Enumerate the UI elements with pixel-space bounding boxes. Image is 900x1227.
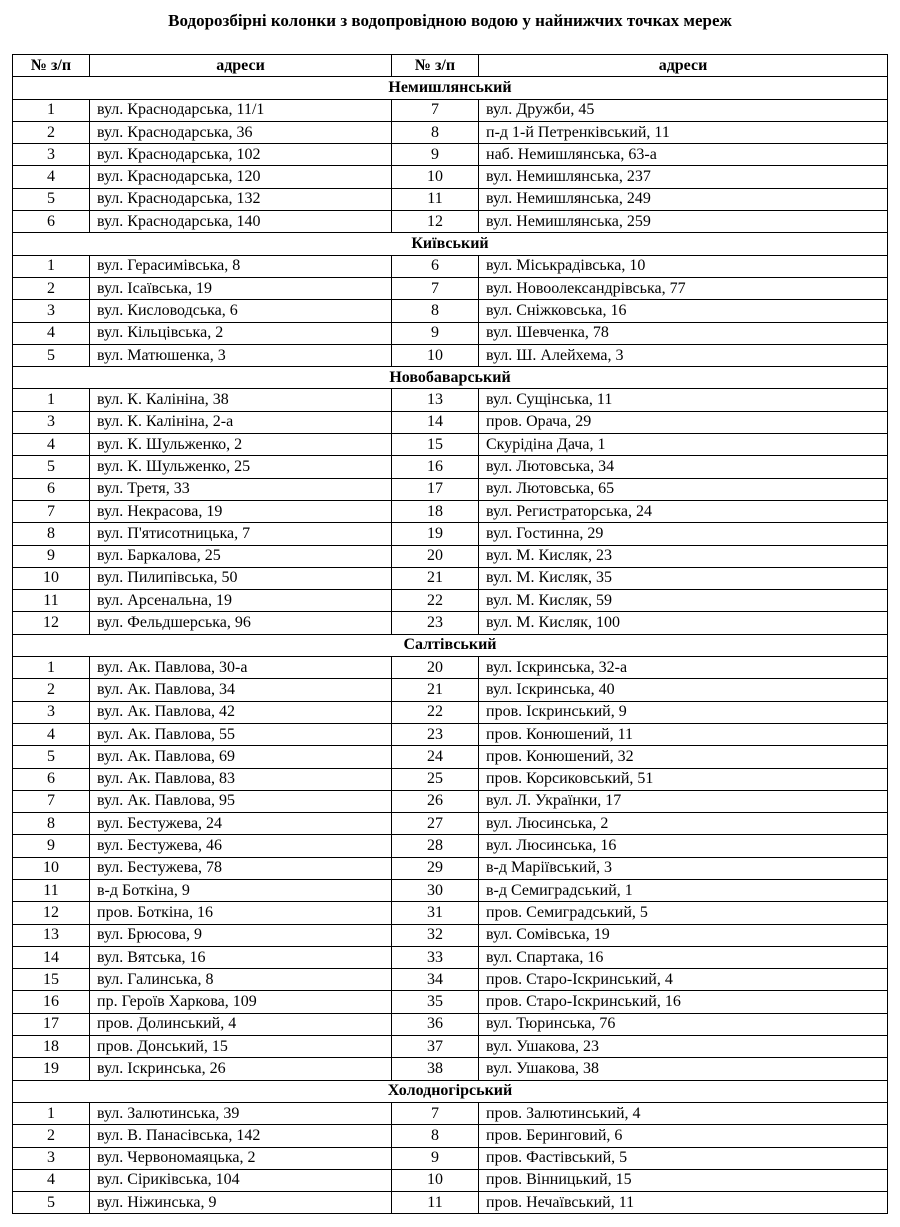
row-address-right: пров. Семиградський, 5 bbox=[479, 902, 888, 924]
row-address-left: вул. Залютинська, 39 bbox=[90, 1102, 392, 1124]
row-address-left: вул. Ак. Павлова, 42 bbox=[90, 701, 392, 723]
row-number-right: 20 bbox=[392, 657, 479, 679]
table-row bbox=[13, 723, 888, 745]
row-number-left: 4 bbox=[13, 322, 90, 344]
row-address-right: вул. Немишлянська, 259 bbox=[479, 211, 888, 233]
table-row bbox=[13, 1169, 888, 1191]
row-address-left: вул. К. Калініна, 2-а bbox=[90, 411, 392, 433]
row-number-left: 5 bbox=[13, 344, 90, 366]
row-number-right: 24 bbox=[392, 746, 479, 768]
row-address-left: вул. К. Калініна, 38 bbox=[90, 389, 392, 411]
row-number-left: 3 bbox=[13, 300, 90, 322]
row-address-left: пров. Донський, 15 bbox=[90, 1036, 392, 1058]
row-number-right: 15 bbox=[392, 434, 479, 456]
table-row bbox=[13, 991, 888, 1013]
row-number-right: 20 bbox=[392, 545, 479, 567]
table-row bbox=[13, 835, 888, 857]
row-number-left: 13 bbox=[13, 924, 90, 946]
row-address-right: пров. Фастівський, 5 bbox=[479, 1147, 888, 1169]
row-number-right: 17 bbox=[392, 478, 479, 500]
row-number-right: 8 bbox=[392, 1125, 479, 1147]
row-address-right: пров. Залютинський, 4 bbox=[479, 1102, 888, 1124]
row-number-left: 11 bbox=[13, 879, 90, 901]
table-row bbox=[13, 99, 888, 121]
row-number-right: 30 bbox=[392, 879, 479, 901]
row-address-right: пров. Вінницький, 15 bbox=[479, 1169, 888, 1191]
table-row bbox=[13, 1058, 888, 1080]
row-number-left: 16 bbox=[13, 991, 90, 1013]
row-number-right: 8 bbox=[392, 300, 479, 322]
row-number-right: 23 bbox=[392, 612, 479, 634]
row-address-left: вул. Брюсова, 9 bbox=[90, 924, 392, 946]
row-address-left: вул. Галинська, 8 bbox=[90, 969, 392, 991]
table-row bbox=[13, 946, 888, 968]
row-address-left: вул. Краснодарська, 132 bbox=[90, 188, 392, 210]
hydrants-table bbox=[12, 54, 888, 1214]
district-header-row bbox=[13, 367, 888, 389]
table-row bbox=[13, 188, 888, 210]
row-address-right: вул. Спартака, 16 bbox=[479, 946, 888, 968]
table-row bbox=[13, 545, 888, 567]
row-address-right: вул. Міськрадівська, 10 bbox=[479, 255, 888, 277]
row-number-left: 6 bbox=[13, 478, 90, 500]
row-address-right: вул. Новоолександрівська, 77 bbox=[479, 277, 888, 299]
row-number-right: 21 bbox=[392, 679, 479, 701]
row-number-right: 16 bbox=[392, 456, 479, 478]
table-row bbox=[13, 590, 888, 612]
table-row bbox=[13, 322, 888, 344]
row-number-left: 15 bbox=[13, 969, 90, 991]
row-number-right: 35 bbox=[392, 991, 479, 1013]
row-number-right: 13 bbox=[392, 389, 479, 411]
row-address-left: вул. В. Панасівська, 142 bbox=[90, 1125, 392, 1147]
row-address-right: пров. Беринговий, 6 bbox=[479, 1125, 888, 1147]
row-address-right: наб. Немишлянська, 63-а bbox=[479, 144, 888, 166]
row-address-left: пр. Героїв Харкова, 109 bbox=[90, 991, 392, 1013]
row-number-left: 11 bbox=[13, 590, 90, 612]
row-number-right: 21 bbox=[392, 567, 479, 589]
row-address-right: пров. Корсиковський, 51 bbox=[479, 768, 888, 790]
row-number-left: 17 bbox=[13, 1013, 90, 1035]
district-header-row bbox=[13, 233, 888, 255]
row-number-right: 36 bbox=[392, 1013, 479, 1035]
row-number-left: 4 bbox=[13, 166, 90, 188]
table-row bbox=[13, 1036, 888, 1058]
row-address-left: вул. Краснодарська, 11/1 bbox=[90, 99, 392, 121]
row-address-right: вул. Гостинна, 29 bbox=[479, 523, 888, 545]
table-row bbox=[13, 701, 888, 723]
table-row bbox=[13, 1147, 888, 1169]
row-number-left: 5 bbox=[13, 188, 90, 210]
row-number-left: 4 bbox=[13, 434, 90, 456]
row-address-left: вул. П'ятисотницька, 7 bbox=[90, 523, 392, 545]
row-number-right: 11 bbox=[392, 1192, 479, 1214]
table-row bbox=[13, 500, 888, 522]
row-address-right: вул. Л. Українки, 17 bbox=[479, 790, 888, 812]
table-body bbox=[13, 77, 888, 1214]
table-row bbox=[13, 969, 888, 991]
row-address-right: вул. Іскринська, 32-а bbox=[479, 657, 888, 679]
row-address-left: вул. Ак. Павлова, 55 bbox=[90, 723, 392, 745]
row-address-left: вул. Некрасова, 19 bbox=[90, 500, 392, 522]
row-number-right: 8 bbox=[392, 121, 479, 143]
row-number-right: 6 bbox=[392, 255, 479, 277]
row-number-left: 2 bbox=[13, 121, 90, 143]
row-address-right: вул. Ш. Алейхема, 3 bbox=[479, 344, 888, 366]
row-address-left: вул. Сіриківська, 104 bbox=[90, 1169, 392, 1191]
row-address-left: вул. Ісаївська, 19 bbox=[90, 277, 392, 299]
row-address-right: вул. Дружби, 45 bbox=[479, 99, 888, 121]
row-address-right: вул. Тюринська, 76 bbox=[479, 1013, 888, 1035]
row-address-left: вул. К. Шульженко, 2 bbox=[90, 434, 392, 456]
row-address-right: вул. М. Кисляк, 100 bbox=[479, 612, 888, 634]
row-address-left: вул. Бестужева, 78 bbox=[90, 857, 392, 879]
row-address-right: вул. Лютовська, 65 bbox=[479, 478, 888, 500]
table-row bbox=[13, 300, 888, 322]
row-address-right: в-д Маріївський, 3 bbox=[479, 857, 888, 879]
row-number-left: 8 bbox=[13, 813, 90, 835]
row-address-right: вул. Сущінська, 11 bbox=[479, 389, 888, 411]
row-number-right: 34 bbox=[392, 969, 479, 991]
row-number-left: 10 bbox=[13, 857, 90, 879]
row-number-left: 2 bbox=[13, 1125, 90, 1147]
table-row bbox=[13, 1192, 888, 1214]
row-address-right: вул. М. Кисляк, 59 bbox=[479, 590, 888, 612]
row-address-right: пров. Нечаївський, 11 bbox=[479, 1192, 888, 1214]
row-number-left: 1 bbox=[13, 389, 90, 411]
row-number-right: 38 bbox=[392, 1058, 479, 1080]
row-address-right: вул. Регистраторська, 24 bbox=[479, 500, 888, 522]
row-address-left: вул. Герасимівська, 8 bbox=[90, 255, 392, 277]
row-address-left: вул. Ак. Павлова, 83 bbox=[90, 768, 392, 790]
row-address-right: вул. Сомівська, 19 bbox=[479, 924, 888, 946]
row-number-left: 4 bbox=[13, 1169, 90, 1191]
table-row bbox=[13, 924, 888, 946]
page-title: Водорозбірні колонки з водопровідною водою у найнижчих точках мереж bbox=[168, 11, 732, 30]
row-number-right: 23 bbox=[392, 723, 479, 745]
row-number-right: 12 bbox=[392, 211, 479, 233]
row-number-left: 7 bbox=[13, 790, 90, 812]
row-address-right: пров. Старо-Іскринський, 16 bbox=[479, 991, 888, 1013]
header-address-left: адреси bbox=[90, 55, 392, 77]
row-address-left: вул. Матюшенка, 3 bbox=[90, 344, 392, 366]
row-number-right: 10 bbox=[392, 1169, 479, 1191]
row-address-left: вул. Ак. Павлова, 34 bbox=[90, 679, 392, 701]
row-address-left: вул. Арсенальна, 19 bbox=[90, 590, 392, 612]
row-number-left: 7 bbox=[13, 500, 90, 522]
row-address-left: вул. Краснодарська, 140 bbox=[90, 211, 392, 233]
row-address-right: пров. Іскринський, 9 bbox=[479, 701, 888, 723]
row-number-right: 7 bbox=[392, 1102, 479, 1124]
row-number-right: 26 bbox=[392, 790, 479, 812]
table-row bbox=[13, 657, 888, 679]
district-name: Київський bbox=[13, 233, 888, 255]
table-header-row bbox=[13, 55, 888, 77]
row-address-left: вул. Краснодарська, 36 bbox=[90, 121, 392, 143]
row-number-right: 22 bbox=[392, 701, 479, 723]
district-header-row bbox=[13, 634, 888, 656]
row-number-left: 3 bbox=[13, 701, 90, 723]
row-address-right: вул. Немишлянська, 249 bbox=[479, 188, 888, 210]
table-row bbox=[13, 144, 888, 166]
row-address-right: вул. М. Кисляк, 23 bbox=[479, 545, 888, 567]
table-row bbox=[13, 523, 888, 545]
table-row bbox=[13, 255, 888, 277]
row-address-right: Скурідіна Дача, 1 bbox=[479, 434, 888, 456]
row-number-right: 9 bbox=[392, 1147, 479, 1169]
row-number-right: 14 bbox=[392, 411, 479, 433]
row-address-left: пров. Долинський, 4 bbox=[90, 1013, 392, 1035]
district-name: Немишлянський bbox=[13, 77, 888, 99]
row-address-left: вул. Кільцівська, 2 bbox=[90, 322, 392, 344]
row-address-right: пров. Старо-Іскринський, 4 bbox=[479, 969, 888, 991]
table-row bbox=[13, 389, 888, 411]
table-row bbox=[13, 166, 888, 188]
row-number-left: 12 bbox=[13, 902, 90, 924]
row-number-left: 19 bbox=[13, 1058, 90, 1080]
row-address-left: вул. Кисловодська, 6 bbox=[90, 300, 392, 322]
row-number-left: 1 bbox=[13, 657, 90, 679]
row-number-left: 5 bbox=[13, 746, 90, 768]
row-address-right: вул. М. Кисляк, 35 bbox=[479, 567, 888, 589]
table-row bbox=[13, 456, 888, 478]
table-row bbox=[13, 902, 888, 924]
row-number-right: 28 bbox=[392, 835, 479, 857]
table-row bbox=[13, 612, 888, 634]
row-number-left: 10 bbox=[13, 567, 90, 589]
district-header-row bbox=[13, 1080, 888, 1102]
row-address-right: пров. Конюшений, 32 bbox=[479, 746, 888, 768]
row-number-right: 37 bbox=[392, 1036, 479, 1058]
row-number-right: 18 bbox=[392, 500, 479, 522]
row-address-right: вул. Лютовська, 34 bbox=[479, 456, 888, 478]
row-number-left: 12 bbox=[13, 612, 90, 634]
row-number-left: 9 bbox=[13, 545, 90, 567]
row-number-right: 33 bbox=[392, 946, 479, 968]
row-number-left: 2 bbox=[13, 679, 90, 701]
district-name: Салтівський bbox=[13, 634, 888, 656]
table-row bbox=[13, 411, 888, 433]
row-address-left: вул. Краснодарська, 120 bbox=[90, 166, 392, 188]
row-number-right: 10 bbox=[392, 166, 479, 188]
row-address-left: вул. Ак. Павлова, 69 bbox=[90, 746, 392, 768]
row-address-left: пров. Боткіна, 16 bbox=[90, 902, 392, 924]
row-address-right: вул. Люсинська, 2 bbox=[479, 813, 888, 835]
row-address-left: вул. Червономаяцька, 2 bbox=[90, 1147, 392, 1169]
row-address-left: вул. Бестужева, 24 bbox=[90, 813, 392, 835]
table-row bbox=[13, 679, 888, 701]
row-number-left: 6 bbox=[13, 211, 90, 233]
row-number-right: 32 bbox=[392, 924, 479, 946]
row-number-left: 1 bbox=[13, 1102, 90, 1124]
row-number-right: 31 bbox=[392, 902, 479, 924]
row-number-right: 29 bbox=[392, 857, 479, 879]
row-address-left: в-д Боткіна, 9 bbox=[90, 879, 392, 901]
row-address-left: вул. Баркалова, 25 bbox=[90, 545, 392, 567]
row-address-right: в-д Семиградський, 1 bbox=[479, 879, 888, 901]
table-row bbox=[13, 1125, 888, 1147]
header-number-right: № з/п bbox=[392, 55, 479, 77]
row-address-right: вул. Сніжковська, 16 bbox=[479, 300, 888, 322]
table-row bbox=[13, 434, 888, 456]
table-row bbox=[13, 746, 888, 768]
header-address-right: адреси bbox=[479, 55, 888, 77]
row-address-right: пров. Конюшений, 11 bbox=[479, 723, 888, 745]
row-number-left: 8 bbox=[13, 523, 90, 545]
row-number-left: 18 bbox=[13, 1036, 90, 1058]
row-address-right: вул. Шевченка, 78 bbox=[479, 322, 888, 344]
row-address-left: вул. Ак. Павлова, 30-а bbox=[90, 657, 392, 679]
table-row bbox=[13, 344, 888, 366]
row-address-right: вул. Ушакова, 38 bbox=[479, 1058, 888, 1080]
table-row bbox=[13, 768, 888, 790]
row-address-left: вул. Іскринська, 26 bbox=[90, 1058, 392, 1080]
row-address-right: вул. Немишлянська, 237 bbox=[479, 166, 888, 188]
row-number-right: 25 bbox=[392, 768, 479, 790]
table-row bbox=[13, 567, 888, 589]
table-row bbox=[13, 277, 888, 299]
header-number-left: № з/п bbox=[13, 55, 90, 77]
row-number-left: 2 bbox=[13, 277, 90, 299]
row-number-left: 3 bbox=[13, 411, 90, 433]
row-number-left: 5 bbox=[13, 456, 90, 478]
row-address-left: вул. Бестужева, 46 bbox=[90, 835, 392, 857]
row-address-left: вул. Ніжинська, 9 bbox=[90, 1192, 392, 1214]
row-address-left: вул. К. Шульженко, 25 bbox=[90, 456, 392, 478]
row-number-right: 27 bbox=[392, 813, 479, 835]
row-number-left: 1 bbox=[13, 255, 90, 277]
row-number-left: 3 bbox=[13, 1147, 90, 1169]
row-address-right: пров. Орача, 29 bbox=[479, 411, 888, 433]
row-number-right: 9 bbox=[392, 322, 479, 344]
table-row bbox=[13, 1013, 888, 1035]
table-row bbox=[13, 121, 888, 143]
table-row bbox=[13, 879, 888, 901]
table-row bbox=[13, 857, 888, 879]
row-number-left: 5 bbox=[13, 1192, 90, 1214]
row-number-right: 10 bbox=[392, 344, 479, 366]
row-number-right: 7 bbox=[392, 277, 479, 299]
district-name: Холодногірський bbox=[13, 1080, 888, 1102]
row-number-left: 9 bbox=[13, 835, 90, 857]
table-row bbox=[13, 478, 888, 500]
district-header-row bbox=[13, 77, 888, 99]
row-address-left: вул. Краснодарська, 102 bbox=[90, 144, 392, 166]
row-address-left: вул. Фельдшерська, 96 bbox=[90, 612, 392, 634]
row-number-left: 4 bbox=[13, 723, 90, 745]
row-address-left: вул. Третя, 33 bbox=[90, 478, 392, 500]
row-number-right: 19 bbox=[392, 523, 479, 545]
row-number-right: 7 bbox=[392, 99, 479, 121]
table-row bbox=[13, 1102, 888, 1124]
table-row bbox=[13, 813, 888, 835]
row-address-left: вул. Ак. Павлова, 95 bbox=[90, 790, 392, 812]
row-number-right: 11 bbox=[392, 188, 479, 210]
row-address-right: вул. Люсинська, 16 bbox=[479, 835, 888, 857]
row-address-right: вул. Ушакова, 23 bbox=[479, 1036, 888, 1058]
row-number-left: 6 bbox=[13, 768, 90, 790]
row-number-right: 9 bbox=[392, 144, 479, 166]
row-number-left: 1 bbox=[13, 99, 90, 121]
row-address-left: вул. Вятська, 16 bbox=[90, 946, 392, 968]
row-address-right: вул. Іскринська, 40 bbox=[479, 679, 888, 701]
row-number-right: 22 bbox=[392, 590, 479, 612]
district-name: Новобаварський bbox=[13, 367, 888, 389]
row-address-right: п-д 1-й Петренківський, 11 bbox=[479, 121, 888, 143]
table-row bbox=[13, 211, 888, 233]
row-number-left: 14 bbox=[13, 946, 90, 968]
table-row bbox=[13, 790, 888, 812]
row-address-left: вул. Пилипівська, 50 bbox=[90, 567, 392, 589]
row-number-left: 3 bbox=[13, 144, 90, 166]
